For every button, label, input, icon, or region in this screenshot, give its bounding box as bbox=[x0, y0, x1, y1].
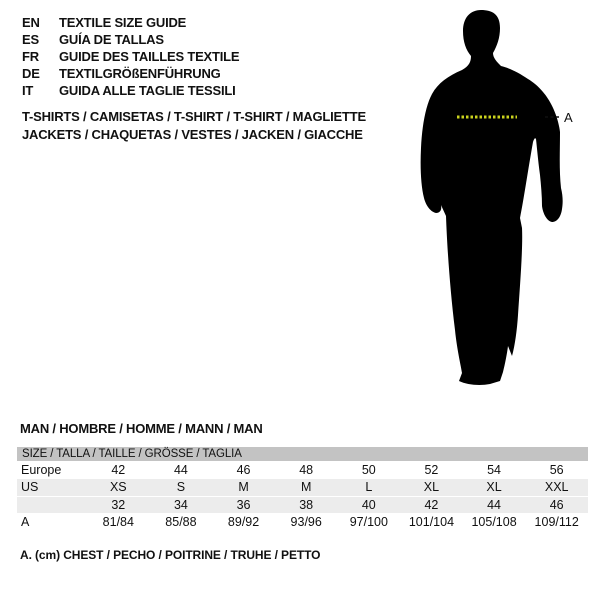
table-cell: 40 bbox=[361, 497, 376, 512]
language-code: EN bbox=[22, 15, 40, 30]
table-row-chest-a bbox=[17, 513, 588, 531]
row-label: US bbox=[21, 480, 39, 494]
table-cell: 36 bbox=[236, 497, 251, 512]
language-row-es bbox=[22, 31, 239, 48]
table-row-alt-sizes bbox=[17, 497, 588, 514]
table-cell: 93/96 bbox=[290, 515, 322, 529]
table-row-europe bbox=[17, 461, 588, 479]
table-cell: 38 bbox=[299, 497, 314, 512]
language-title: TEXTILE SIZE GUIDE bbox=[59, 15, 187, 30]
table-cell: L bbox=[365, 480, 373, 494]
category-line-tshirts: T-SHIRTS / CAMISETAS / T-SHIRT / T-SHIRT / MAGLIETTE bbox=[22, 109, 366, 124]
language-title: GUIDE DES TAILLES TEXTILE bbox=[59, 49, 240, 64]
table-cell: 34 bbox=[173, 497, 188, 512]
table-cell: 97/100 bbox=[349, 515, 388, 529]
table-cell: XL bbox=[423, 480, 440, 494]
language-code: ES bbox=[22, 32, 39, 47]
table-cell: 46 bbox=[549, 497, 564, 512]
language-row-it bbox=[22, 82, 239, 99]
table-cell: M bbox=[238, 480, 249, 494]
language-title: TEXTILGRÖßENFÜHRUNG bbox=[59, 66, 221, 81]
table-cell: XS bbox=[109, 480, 127, 494]
table-cell: 54 bbox=[487, 463, 502, 477]
table-row-us bbox=[17, 479, 588, 497]
size-table-header: SIZE / TALLA / TAILLE / GRÖSSE / TAGLIA bbox=[17, 447, 588, 461]
table-cell: 105/108 bbox=[471, 515, 517, 529]
size-table bbox=[17, 447, 588, 531]
table-cell: 89/92 bbox=[227, 515, 260, 529]
language-title: GUÍA DE TALLAS bbox=[59, 32, 164, 47]
table-cell: 42 bbox=[111, 463, 126, 477]
language-row-de bbox=[22, 65, 239, 82]
man-silhouette bbox=[421, 10, 563, 385]
row-label bbox=[17, 497, 87, 514]
table-cell: 85/88 bbox=[165, 515, 197, 529]
table-cell: 48 bbox=[299, 463, 314, 477]
table-cell: 56 bbox=[549, 463, 564, 477]
language-code: DE bbox=[22, 66, 40, 81]
language-code: IT bbox=[22, 83, 34, 98]
row-label: A bbox=[21, 515, 30, 529]
table-cell: 44 bbox=[487, 497, 502, 512]
table-cell: 42 bbox=[424, 497, 439, 512]
row-label: Europe bbox=[21, 463, 62, 477]
table-cell: 81/84 bbox=[102, 515, 134, 529]
table-cell: 101/104 bbox=[408, 515, 455, 529]
language-title: GUIDA ALLE TAGLIE TESSILI bbox=[59, 83, 236, 98]
section-title-man: MAN / HOMBRE / HOMME / MANN / MAN bbox=[20, 421, 263, 436]
table-cell: M bbox=[300, 480, 312, 494]
language-list bbox=[22, 14, 239, 99]
measurement-footnote: A. (cm) CHEST / PECHO / POITRINE / TRUHE / PETTO bbox=[20, 548, 321, 562]
table-cell: 50 bbox=[361, 463, 376, 477]
table-cell: 109/112 bbox=[534, 515, 579, 529]
man-silhouette-figure bbox=[400, 0, 600, 395]
table-cell: XXL bbox=[544, 480, 569, 494]
table-cell: 52 bbox=[424, 463, 439, 477]
category-line-jackets: JACKETS / CHAQUETAS / VESTES / JACKEN / GIACCHE bbox=[22, 126, 363, 142]
garment-categories bbox=[22, 108, 366, 143]
table-cell: 32 bbox=[111, 497, 126, 512]
table-cell: 46 bbox=[236, 463, 251, 477]
table-cell: XL bbox=[486, 480, 502, 494]
table-cell: S bbox=[176, 480, 186, 494]
language-row-en bbox=[22, 14, 239, 31]
language-code: FR bbox=[22, 49, 39, 64]
table-cell: 44 bbox=[173, 463, 188, 477]
language-row-fr bbox=[22, 48, 239, 65]
measure-label-a: A bbox=[564, 110, 573, 125]
